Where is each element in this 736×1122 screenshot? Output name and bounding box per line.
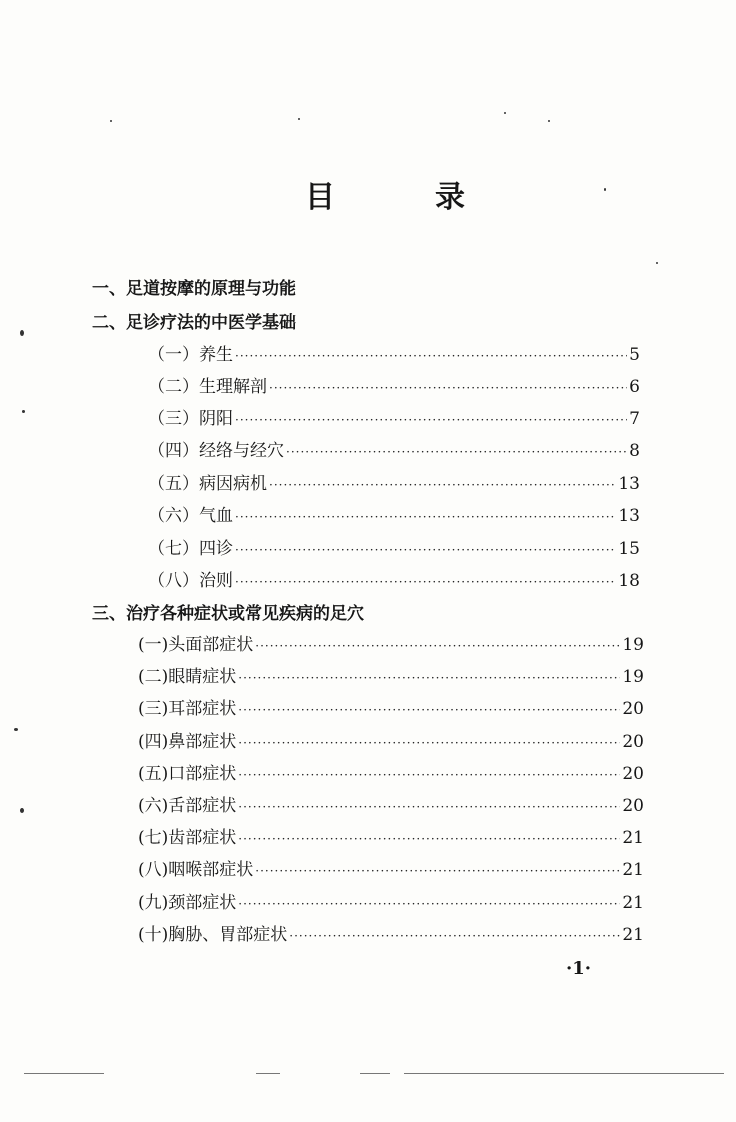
toc-entry-label: (一)头面部症状 xyxy=(138,635,254,655)
toc-entry-label: （一）养生 xyxy=(148,345,233,365)
dot-leader xyxy=(255,639,620,653)
toc-entry-label: （四）经络与经穴 xyxy=(148,441,284,461)
toc-entry xyxy=(138,662,644,687)
toc-entry xyxy=(138,920,644,945)
dot-leader xyxy=(286,445,627,459)
dot-leader xyxy=(238,703,620,717)
section-heading-1: 一、足道按摩的原理与功能 xyxy=(92,279,296,299)
toc-entry-page: 21 xyxy=(622,860,644,880)
toc-entry xyxy=(148,566,640,591)
scan-speck xyxy=(656,262,658,264)
toc-entry-label: (八)咽喉部症状 xyxy=(138,860,254,880)
scan-edge-line xyxy=(360,1073,390,1074)
title-char-2: 录 xyxy=(435,180,465,215)
scan-speck xyxy=(604,188,606,191)
dot-leader xyxy=(289,929,620,943)
dot-leader xyxy=(235,413,627,427)
toc-entry xyxy=(148,340,640,365)
toc-entry-label: (七)齿部症状 xyxy=(138,828,237,848)
toc-entry-label: (五)口部症状 xyxy=(138,764,237,784)
toc-entry xyxy=(138,888,644,913)
toc-entry-page: 21 xyxy=(622,893,644,913)
toc-entry-page: 13 xyxy=(618,474,640,494)
scan-speck xyxy=(504,112,506,114)
scan-speck xyxy=(298,118,300,120)
dot-leader xyxy=(269,478,616,492)
toc-entry xyxy=(148,404,640,429)
toc-entry xyxy=(138,759,644,784)
scan-speck xyxy=(22,410,25,413)
toc-entry xyxy=(138,823,644,848)
section-heading-2: 二、足诊疗法的中医学基础 xyxy=(92,313,296,333)
toc-entry-page: 19 xyxy=(622,635,644,655)
toc-entry xyxy=(148,372,640,397)
scan-edge-line xyxy=(24,1073,104,1074)
toc-entry-page: 15 xyxy=(618,539,640,559)
dot-leader xyxy=(235,510,616,524)
scan-speck xyxy=(20,808,24,813)
toc-entry xyxy=(138,630,644,655)
toc-entry-label: （三）阴阳 xyxy=(148,409,233,429)
toc-entry-label: (三)耳部症状 xyxy=(138,699,237,719)
toc-entry xyxy=(148,436,640,461)
scan-speck xyxy=(548,120,550,122)
toc-entry-label: (九)颈部症状 xyxy=(138,893,237,913)
toc-entry-page: 13 xyxy=(618,506,640,526)
toc-entry xyxy=(148,501,640,526)
toc-entry-label: （二）生理解剖 xyxy=(148,377,267,397)
dot-leader xyxy=(238,800,620,814)
toc-entry-label: （六）气血 xyxy=(148,506,233,526)
scan-speck xyxy=(110,120,112,122)
toc-entry-page: 20 xyxy=(622,764,644,784)
toc-entry-page: 19 xyxy=(622,667,644,687)
toc-entry-page: 21 xyxy=(622,828,644,848)
scan-speck xyxy=(14,728,18,731)
toc-entry-label: (二)眼睛症状 xyxy=(138,667,237,687)
toc-entry xyxy=(138,855,644,880)
toc-entry-label: （八）治则 xyxy=(148,571,233,591)
toc-entry-page: 18 xyxy=(618,571,640,591)
dot-leader xyxy=(238,832,620,846)
toc-entry-page: 20 xyxy=(622,699,644,719)
toc-entry-label: （五）病因病机 xyxy=(148,474,267,494)
toc-entry xyxy=(138,791,644,816)
dot-leader xyxy=(238,768,620,782)
toc-entry xyxy=(148,469,640,494)
toc-entry-page: 20 xyxy=(622,732,644,752)
toc-entry-label: (六)舌部症状 xyxy=(138,796,237,816)
toc-entry-page: 8 xyxy=(629,441,640,461)
page-title xyxy=(305,172,465,216)
dot-leader xyxy=(269,381,627,395)
dot-leader xyxy=(238,897,620,911)
dot-leader xyxy=(235,575,616,589)
scan-edge-line xyxy=(256,1073,280,1074)
toc-entry-label: (十)胸胁、胃部症状 xyxy=(138,925,288,945)
title-char-1: 目 xyxy=(305,180,335,215)
toc-entry-page: 6 xyxy=(629,377,640,397)
toc-entry xyxy=(148,534,640,559)
dot-leader xyxy=(238,736,620,750)
dot-leader xyxy=(238,671,620,685)
page-number: ·1· xyxy=(566,958,592,979)
dot-leader xyxy=(235,349,627,363)
toc-entry xyxy=(138,694,644,719)
toc-entry-page: 20 xyxy=(622,796,644,816)
toc-entry-label: （七）四诊 xyxy=(148,539,233,559)
toc-entry xyxy=(138,727,644,752)
dot-leader xyxy=(255,864,620,878)
scan-edge-line xyxy=(404,1073,724,1074)
dot-leader xyxy=(235,543,616,557)
section-heading-3: 三、治疗各种症状或常见疾病的足穴 xyxy=(92,604,364,624)
toc-entry-page: 5 xyxy=(629,345,640,365)
toc-entry-page: 7 xyxy=(629,409,640,429)
scan-speck xyxy=(20,330,24,336)
toc-entry-page: 21 xyxy=(622,925,644,945)
toc-entry-label: (四)鼻部症状 xyxy=(138,732,237,752)
